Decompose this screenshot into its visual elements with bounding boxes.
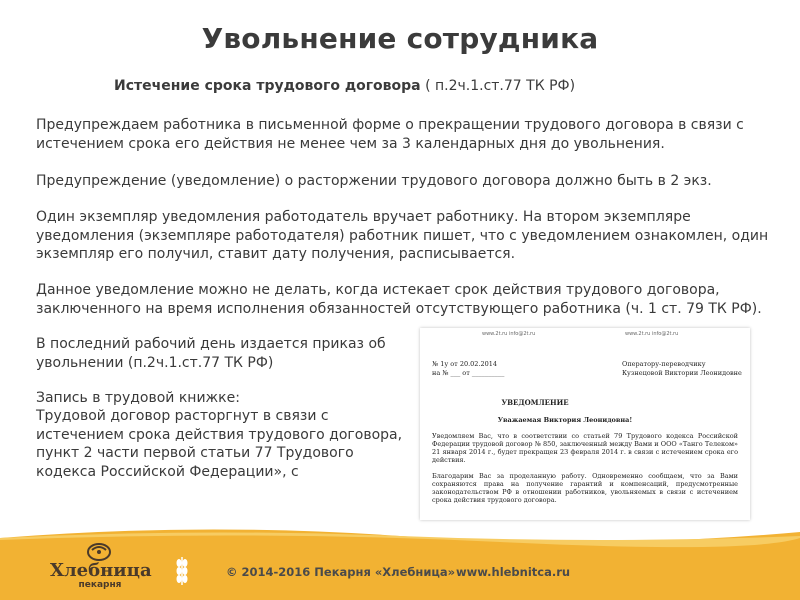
bread-icon xyxy=(86,540,112,562)
logo-subtitle: пекарня xyxy=(78,580,122,590)
wheat-icon xyxy=(175,555,189,587)
doc-heading: УВЕДОМЛЕНИЕ xyxy=(501,398,569,407)
paragraph-warning: Предупреждаем работника в письменной форме о прекращении трудового договора в связи с истечением срока его действия не менее чем за 3 календарных дня до увольнения. xyxy=(36,117,744,152)
footer-copyright: © 2014-2016 Пекарня «Хлебница» xyxy=(226,565,456,579)
doc-number-ref: на № ___ от __________ xyxy=(432,369,505,377)
paragraph-order: В последний рабочий день издается приказ об увольнении (п.2ч.1.ст.77 ТК РФ) xyxy=(36,336,386,371)
logo-text: Хлебница xyxy=(50,560,152,581)
record-body: Трудовой договор расторгнут в связи с истечением срока действия трудового договора, пункт 2 части первой статьи 77 Трудового кодекса Российской Федерации», с xyxy=(36,408,403,480)
doc-number: № 1у от 20.02.2014 xyxy=(432,360,498,368)
paragraph-exception: Данное уведомление можно не делать, когда истекает срок действия трудового договора, заключенного на время исполнения обязанностей отсутствующего работника (ч. 1 ст. 79 ТК РФ). xyxy=(36,282,762,317)
subtitle-ref: ( п.2ч.1.ст.77 ТК РФ) xyxy=(420,78,576,94)
doc-recipient-position: Оператору-переводчику xyxy=(622,360,706,368)
doc-recipient-name: Кузнецовой Виктории Леонидовне xyxy=(622,369,742,377)
paragraph-delivery: Один экземпляр уведомления работодатель вручает работнику. На втором экземпляре уведомления (экземпляре работодателя) работник пишет, что с уведомлением ознакомлен, один экземпляр его получил, ставит дату получения, расписывается. xyxy=(36,209,769,262)
subtitle-bold: Истечение срока трудового договора xyxy=(114,78,421,94)
doc-paragraph-2: Благодарим Вас за проделанную работу. Одновременно сообщаем, что за Вами сохраняются права на получение гарантий и компенсаций, предусмотренные законодательством РФ в отношении работников, увольняемых в связи с истечением срока действия трудового договора. xyxy=(432,472,738,504)
record-title: Запись в трудовой книжке: xyxy=(36,390,240,406)
notice-document-image xyxy=(420,328,750,520)
doc-greeting: Уважаемая Виктория Леонидовна! xyxy=(497,416,633,424)
paragraph-copies: Предупреждение (уведомление) о расторжении трудового договора должно быть в 2 экз. xyxy=(36,173,712,189)
doc-header-left: www.2t.ru info@2t.ru xyxy=(482,331,536,337)
footer-website-link[interactable]: www.hlebnitca.ru xyxy=(456,565,571,579)
doc-header-right: www.2t.ru info@2t.ru xyxy=(625,331,679,337)
doc-paragraph-1: Уведомляем Вас, что в соответствии со статьей 79 Трудового кодекса Российской Федерации трудовой договор № 850, заключенный между Вами и ООО «Танго Телеком» 21 января 2014 г., будет прекращен 23 февраля 2014 г. в связи с истечением срока его действия. xyxy=(432,432,738,464)
subtitle xyxy=(114,78,575,94)
page-title: Увольнение сотрудника xyxy=(201,22,599,55)
